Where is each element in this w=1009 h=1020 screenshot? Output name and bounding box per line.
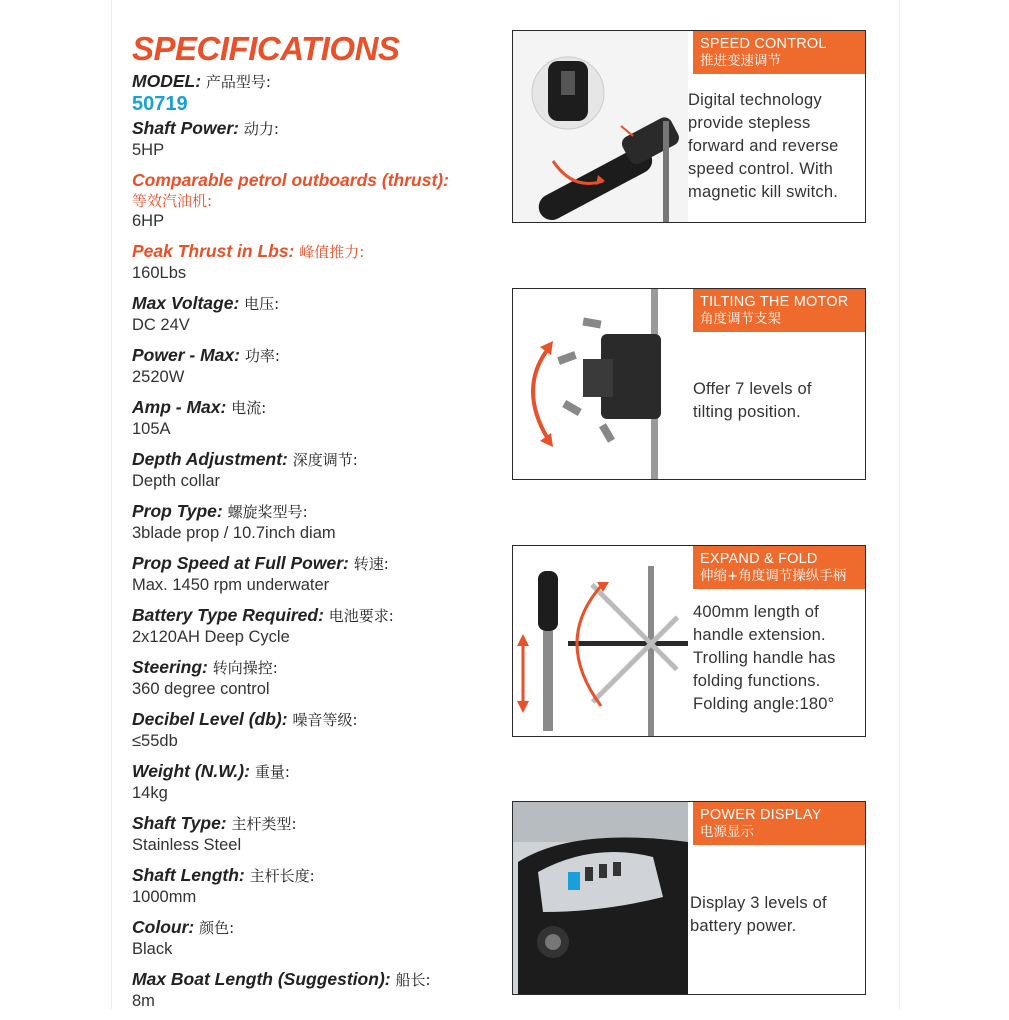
desc-line: magnetic kill switch. — [688, 183, 838, 201]
spec-value: 2x120AH Deep Cycle — [132, 628, 290, 646]
battery-display-illustration — [513, 802, 688, 994]
spec-label-cn: 电池要求: — [328, 607, 394, 625]
spec-label — [132, 760, 512, 783]
spec-label — [132, 169, 512, 191]
desc-line: Trolling handle has — [693, 649, 836, 667]
panel-title-en: EXPAND & FOLD — [700, 551, 818, 567]
desc-line: folding functions. — [693, 672, 821, 690]
spec-label-cn: 深度调节: — [292, 451, 358, 469]
spec-label-en: Shaft Type: — [132, 813, 227, 833]
spec-label-cn: 产品型号: — [205, 73, 271, 91]
spec-item — [132, 708, 512, 760]
spec-label-en: Decibel Level (db): — [132, 709, 288, 729]
fold-handle-illustration — [513, 546, 688, 736]
spec-value: 360 degree control — [132, 680, 270, 698]
spec-label-en: Shaft Power: — [132, 118, 239, 138]
spec-value: 3blade prop / 10.7inch diam — [132, 524, 336, 542]
spec-value: DC 24V — [132, 316, 190, 334]
spec-label — [132, 812, 512, 835]
spec-label-cn: 等效汽油机: — [132, 192, 213, 210]
page-title: SPECIFICATIONS — [132, 30, 400, 67]
spec-label — [132, 968, 512, 991]
spec-value: 8m — [132, 992, 155, 1010]
desc-line: Offer 7 levels of — [693, 380, 812, 398]
spec-label — [132, 656, 512, 679]
panel-title — [693, 31, 865, 74]
panel-title-cn: 电源显示 — [700, 824, 754, 840]
spec-item — [132, 864, 512, 916]
desc-line: Display 3 levels of — [690, 894, 827, 912]
spec-item — [132, 916, 512, 968]
spec-value: 105A — [132, 420, 171, 438]
spec-item — [132, 656, 512, 708]
spec-label — [132, 604, 512, 627]
desc-line: forward and reverse — [688, 137, 839, 155]
panel-title-en: POWER DISPLAY — [700, 807, 822, 823]
panel-title-en: TILTING THE MOTOR — [700, 294, 849, 310]
spec-list — [132, 70, 512, 1020]
spec-label-en: Power - Max: — [132, 345, 240, 365]
spec-label-cn: 峰值推力: — [299, 243, 365, 261]
spec-label — [132, 344, 512, 367]
panel-description — [693, 378, 812, 424]
panel-description — [690, 892, 827, 938]
spec-label — [132, 117, 512, 140]
spec-label-en: Prop Speed at Full Power: — [132, 553, 349, 573]
spec-label-cn: 噪音等级: — [292, 711, 358, 729]
desc-line: speed control. With — [688, 160, 834, 178]
panel-title-cn: 推进变速调节 — [700, 53, 781, 69]
spec-label-en: Depth Adjustment: — [132, 449, 288, 469]
spec-label-en: Colour: — [132, 917, 195, 937]
panel-description — [693, 601, 836, 716]
spec-value: 160Lbs — [132, 264, 187, 282]
panel-description — [688, 89, 839, 204]
panel-speed-control — [512, 30, 866, 223]
spec-item — [132, 70, 512, 117]
spec-item — [132, 604, 512, 656]
spec-label-en: Max Boat Length (Suggestion): — [132, 969, 391, 989]
spec-label-cn: 重量: — [254, 763, 290, 781]
spec-label — [132, 396, 512, 419]
spec-label-en: Shaft Length: — [132, 865, 245, 885]
spec-label-cn: 电流: — [231, 399, 267, 417]
spec-value: Depth collar — [132, 472, 221, 490]
panel-title — [693, 289, 865, 332]
spec-label-cn: 颜色: — [199, 919, 235, 937]
spec-label — [132, 500, 512, 523]
tiller-handle-illustration — [513, 31, 688, 222]
spec-label-cn: 转速: — [353, 555, 389, 573]
spec-label-cn: 螺旋桨型号: — [227, 503, 308, 521]
spec-value: ≤55db — [132, 732, 178, 750]
spec-label-cn: 功率: — [244, 347, 280, 365]
desc-line: handle extension. — [693, 626, 826, 644]
spec-item — [132, 552, 512, 604]
spec-label-en: Weight (N.W.): — [132, 761, 250, 781]
spec-label-cn: 船长: — [395, 971, 431, 989]
desc-line: Folding angle:180° — [693, 695, 835, 713]
spec-item — [132, 396, 512, 448]
spec-label — [132, 916, 512, 939]
spec-label-en: Comparable petrol outboards (thrust): — [132, 170, 449, 190]
spec-label — [132, 552, 512, 575]
spec-label — [132, 292, 512, 315]
spec-label-en: Prop Type: — [132, 501, 223, 521]
spec-item — [132, 344, 512, 396]
panel-title — [693, 802, 865, 845]
spec-value: Black — [132, 940, 173, 958]
spec-label — [132, 708, 512, 731]
spec-label-en: Battery Type Required: — [132, 605, 324, 625]
desc-line: battery power. — [690, 917, 797, 935]
panel-title — [693, 546, 865, 589]
panel-expand-fold — [512, 545, 866, 737]
spec-label-en: Peak Thrust in Lbs: — [132, 241, 295, 261]
spec-label-cn: 主杆长度: — [249, 867, 315, 885]
spec-value: Stainless Steel — [132, 836, 242, 854]
spec-value: 50719 — [132, 93, 188, 115]
desc-line: provide stepless — [688, 114, 811, 132]
spec-item — [132, 968, 512, 1020]
spec-value: 5HP — [132, 141, 165, 159]
spec-label-cn-line — [132, 191, 512, 211]
spec-label-en: MODEL: — [132, 71, 202, 91]
panel-power-display — [512, 801, 866, 995]
spec-label — [132, 864, 512, 887]
panel-tilting — [512, 288, 866, 480]
spec-value: 6HP — [132, 212, 165, 230]
spec-label-cn: 主杆类型: — [231, 815, 297, 833]
panel-title-en: SPEED CONTROL — [700, 36, 827, 52]
spec-item — [132, 448, 512, 500]
spec-label-en: Amp - Max: — [132, 397, 227, 417]
tilt-bracket-illustration — [513, 289, 688, 479]
spec-label-cn: 电压: — [244, 295, 280, 313]
spec-label — [132, 448, 512, 471]
spec-label — [132, 70, 512, 93]
spec-value: 14kg — [132, 784, 168, 802]
spec-label-cn: 动力: — [243, 120, 279, 138]
spec-item — [132, 500, 512, 552]
spec-item — [132, 169, 512, 240]
desc-line: 400mm length of — [693, 603, 819, 621]
spec-value: 1000mm — [132, 888, 197, 906]
spec-label — [132, 240, 512, 263]
spec-value: Max. 1450 rpm underwater — [132, 576, 330, 594]
spec-label-en: Steering: — [132, 657, 208, 677]
spec-item — [132, 760, 512, 812]
spec-item — [132, 292, 512, 344]
panel-title-cn: 伸缩+角度调节操纵手柄 — [700, 568, 847, 584]
spec-label-cn: 转向操控: — [212, 659, 278, 677]
spec-item — [132, 117, 512, 169]
desc-line: tilting position. — [693, 403, 801, 421]
spec-item — [132, 812, 512, 864]
spec-item — [132, 240, 512, 292]
panel-title-cn: 角度调节支架 — [700, 311, 781, 327]
spec-label-en: Max Voltage: — [132, 293, 240, 313]
spec-value: 2520W — [132, 368, 185, 386]
desc-line: Digital technology — [688, 91, 822, 109]
